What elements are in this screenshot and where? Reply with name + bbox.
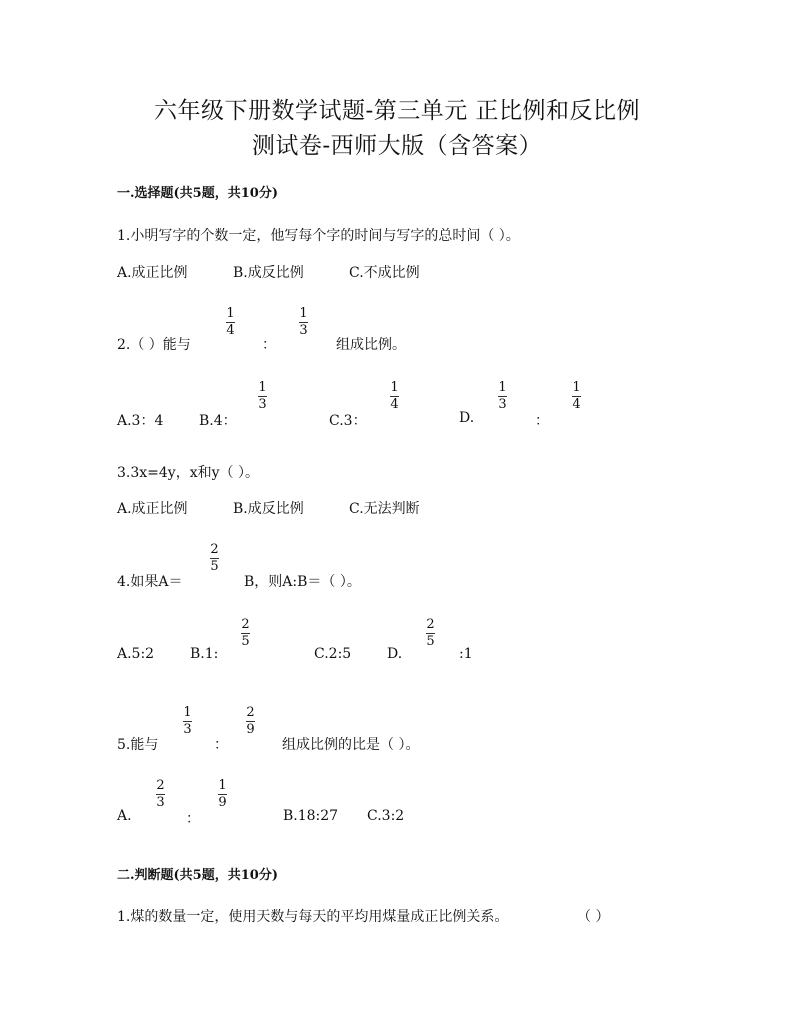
fraction-denominator: 3 xyxy=(258,397,267,412)
question-4-option-a: A.5:2 xyxy=(117,646,155,662)
page-title-line-1: 六年级下册数学试题-第三单元 正比例和反比例 xyxy=(153,98,641,124)
question-3-option-a: A.成正比例 xyxy=(117,501,188,517)
fraction-denominator: 5 xyxy=(210,559,219,574)
fraction-numerator: 2 xyxy=(210,542,219,557)
question-1-option-b: B.成反比例 xyxy=(233,265,304,281)
question-5-option-a-fraction-2 xyxy=(218,779,227,810)
question-4-option-d-suffix: :1 xyxy=(459,646,473,662)
question-4-option-b: B.1: xyxy=(190,646,219,662)
section-heading-choice: 一.选择题(共5题，共10分) xyxy=(117,186,278,201)
question-4-suffix: B，则A:B＝（ ）。 xyxy=(244,574,361,590)
question-2-fraction-2 xyxy=(299,307,308,338)
question-3-option-b: B.成反比例 xyxy=(233,501,304,517)
section-heading-judgement: 二.判断题(共5题，共10分) xyxy=(117,868,278,883)
question-5-prefix: 5.能与 xyxy=(117,737,159,753)
fraction-numerator: 1 xyxy=(258,380,267,395)
question-5-option-a-fraction-1 xyxy=(156,779,165,810)
question-5-option-a: A. xyxy=(117,808,132,824)
fraction-denominator: 5 xyxy=(241,634,250,649)
question-2-colon: ： xyxy=(262,337,276,353)
question-2-option-a: A.3：4 xyxy=(117,413,164,429)
question-4-fraction xyxy=(210,543,219,574)
fraction-numerator: 1 xyxy=(572,380,581,395)
fraction-numerator: 1 xyxy=(498,380,507,395)
question-5-option-c: C.3:2 xyxy=(367,808,405,824)
fraction-numerator: 2 xyxy=(426,617,435,632)
question-4-prefix: 4.如果A＝ xyxy=(117,574,183,590)
fraction-numerator: 1 xyxy=(390,380,399,395)
fraction-denominator: 3 xyxy=(183,722,192,737)
question-5-suffix: 组成比例的比是（ ）。 xyxy=(282,737,420,753)
fraction-denominator: 5 xyxy=(426,634,435,649)
question-2-option-b-fraction xyxy=(258,381,267,412)
question-1-stem: 1.小明写字的个数一定，他写每个字的时间与写字的总时间（ ）。 xyxy=(117,228,520,244)
question-1-option-c: C.不成比例 xyxy=(349,265,420,281)
fraction-numerator: 2 xyxy=(156,778,165,793)
question-1-option-a: A.成正比例 xyxy=(117,265,188,281)
fraction-numerator: 1 xyxy=(226,306,235,321)
question-5-fraction-2 xyxy=(246,706,255,737)
question-5-option-b: B.18:27 xyxy=(283,808,339,824)
question-5-option-a-colon: ： xyxy=(186,811,200,827)
fraction-numerator: 2 xyxy=(241,617,250,632)
fraction-denominator: 4 xyxy=(572,397,581,412)
page-title-line-2: 测试卷-西师大版（含答案） xyxy=(251,133,543,159)
fraction-denominator: 3 xyxy=(498,397,507,412)
fraction-denominator: 3 xyxy=(299,323,308,338)
question-2-option-b: B.4： xyxy=(199,413,237,429)
question-3-stem: 3.3x=4y，x和y（ ）。 xyxy=(117,465,259,481)
fraction-denominator: 4 xyxy=(390,397,399,412)
fraction-numerator: 1 xyxy=(218,778,227,793)
question-2-suffix: 组成比例。 xyxy=(336,337,406,353)
question-3-option-c: C.无法判断 xyxy=(349,501,420,517)
judgement-1-stem: 1.煤的数量一定，使用天数与每天的平均用煤量成正比例关系。 xyxy=(117,909,509,925)
question-2-option-d-fraction-1 xyxy=(498,381,507,412)
question-2-fraction-1 xyxy=(226,307,235,338)
question-4-option-d: D. xyxy=(387,646,403,662)
fraction-denominator: 3 xyxy=(156,795,165,810)
question-5-fraction-1 xyxy=(183,706,192,737)
question-2-option-d-colon: ： xyxy=(535,413,549,429)
fraction-numerator: 1 xyxy=(299,306,308,321)
question-4-option-c: C.2:5 xyxy=(314,646,352,662)
fraction-denominator: 9 xyxy=(218,795,227,810)
fraction-denominator: 4 xyxy=(226,323,235,338)
fraction-numerator: 2 xyxy=(246,705,255,720)
judgement-1-paren: （ ） xyxy=(577,909,610,925)
question-2-option-d: D. xyxy=(459,410,475,426)
question-5-colon: ： xyxy=(214,737,228,753)
question-2-option-d-fraction-2 xyxy=(572,381,581,412)
question-2-option-c: C.3： xyxy=(329,413,367,429)
question-2-option-c-fraction xyxy=(390,381,399,412)
fraction-denominator: 9 xyxy=(246,722,255,737)
question-2-prefix: 2.（ ）能与 xyxy=(117,337,191,353)
question-4-option-d-fraction xyxy=(426,618,435,649)
question-4-option-b-fraction xyxy=(241,618,250,649)
fraction-numerator: 1 xyxy=(183,705,192,720)
